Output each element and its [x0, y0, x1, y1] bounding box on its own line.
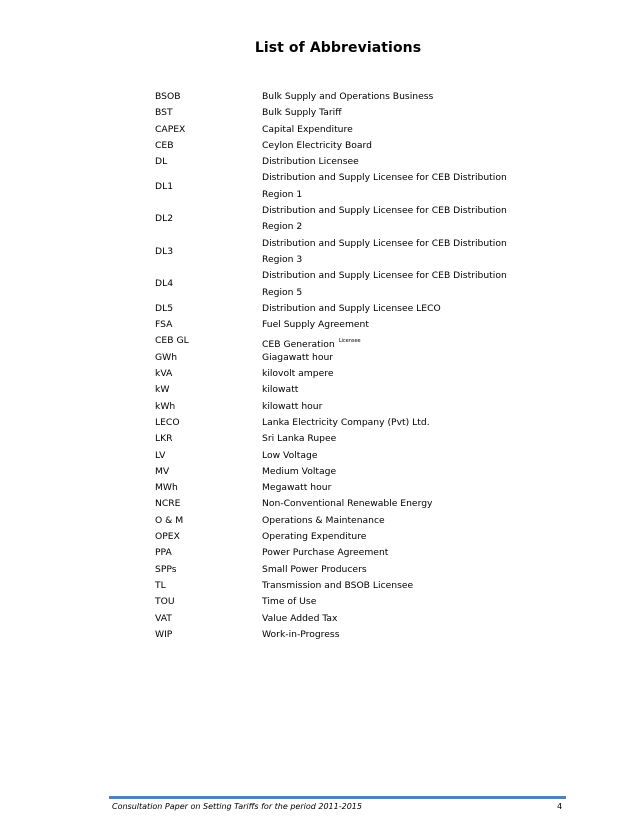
abbreviation-row	[155, 317, 515, 333]
abbreviation-definition	[262, 399, 522, 415]
abbreviation-row	[155, 154, 515, 170]
definition-text: Distribution and Supply Licensee for CEB Distribution Region 1	[262, 172, 507, 200]
abbreviation-row	[155, 562, 515, 578]
page-title: List of Abbreviations	[254, 40, 422, 56]
definition-text: Work-in-Progress	[262, 628, 340, 640]
abbreviation-row	[155, 578, 515, 594]
abbreviation-term: TOU	[155, 596, 175, 608]
abbreviation-row	[155, 513, 515, 529]
definition-text: Sri Lanka Rupee	[262, 433, 337, 445]
definition-text: Distribution Licensee	[262, 156, 359, 168]
footer-rule	[109, 796, 566, 799]
abbreviation-term: DL2	[155, 213, 174, 225]
abbreviation-definition	[262, 170, 522, 203]
abbreviation-definition	[262, 154, 522, 170]
abbreviation-row	[155, 611, 515, 627]
abbreviation-term: kWh	[155, 400, 176, 412]
definition-text: Transmission and BSOB Licensee	[262, 579, 414, 591]
abbreviation-definition	[262, 611, 522, 627]
definition-text: Giagawatt hour	[262, 351, 334, 363]
abbreviation-row	[155, 545, 515, 561]
abbreviation-term: BST	[155, 107, 173, 119]
definition-text: Bulk Supply and Operations Business	[262, 91, 434, 102]
definition-text: kilowatt	[262, 384, 299, 396]
definition-text: Non-Conventional Renewable Energy	[262, 498, 433, 510]
abbreviation-definition	[262, 496, 522, 512]
abbreviation-term: FSA	[155, 319, 173, 331]
abbreviation-term: MWh	[155, 482, 178, 494]
abbreviation-term: kW	[155, 384, 170, 396]
abbreviation-term: GWh	[155, 351, 178, 363]
abbreviation-row	[155, 594, 515, 610]
abbreviation-row	[155, 122, 515, 138]
abbreviation-definition	[262, 415, 522, 431]
abbreviation-term: CEB GL	[155, 335, 189, 347]
abbreviation-row	[155, 301, 515, 317]
abbreviation-term: kVA	[155, 368, 173, 380]
abbreviation-term: PPA	[155, 547, 172, 559]
abbreviation-row	[155, 89, 515, 105]
abbreviation-term: CAPEX	[155, 123, 186, 135]
abbreviation-row	[155, 105, 515, 121]
abbreviation-definition	[262, 89, 522, 105]
abbreviation-row	[155, 431, 515, 447]
definition-text: Bulk Supply Tariff	[262, 107, 342, 119]
abbreviation-definition	[262, 317, 522, 333]
abbreviation-definition	[262, 594, 522, 610]
abbreviation-term: LV	[155, 449, 166, 461]
definition-text: kilovolt ampere	[262, 368, 334, 380]
definition-text: Power Purchase Agreement	[262, 547, 389, 559]
abbreviation-definition	[262, 431, 522, 447]
abbreviation-term: NCRE	[155, 498, 181, 510]
definition-text: kilowatt hour	[262, 400, 323, 412]
definition-text: Distribution and Supply Licensee LECO	[262, 302, 441, 314]
abbreviation-definition	[262, 529, 522, 545]
abbreviation-definition	[262, 301, 522, 317]
abbreviation-definition	[262, 464, 522, 480]
abbreviation-term: SPPs	[155, 563, 177, 575]
definition-text: Lanka Electricity Company (Pvt) Ltd.	[262, 416, 430, 428]
abbreviation-definition	[262, 105, 522, 121]
abbreviation-row	[155, 138, 515, 154]
abbreviation-definition	[262, 578, 522, 594]
definition-text: Ceylon Electricity Board	[262, 139, 372, 151]
abbreviation-definition	[262, 203, 522, 236]
definition-text: Fuel Supply Agreement	[262, 319, 369, 331]
abbreviation-term: BSOB	[155, 91, 181, 102]
abbreviation-row	[155, 268, 515, 301]
abbreviation-row	[155, 496, 515, 512]
abbreviations-list	[155, 89, 515, 643]
abbreviation-definition	[262, 236, 522, 269]
definition-text: Time of Use	[262, 596, 317, 608]
abbreviation-term: TL	[155, 579, 166, 591]
abbreviation-definition	[262, 627, 522, 643]
abbreviation-definition	[262, 122, 522, 138]
footer-text: Consultation Paper on Setting Tariffs for the period 2011-2015	[112, 802, 362, 811]
abbreviation-row	[155, 170, 515, 203]
abbreviation-term: OPEX	[155, 531, 180, 543]
abbreviation-row	[155, 529, 515, 545]
definition-text: Capital Expenditure	[262, 123, 353, 135]
definition-text: Low Voltage	[262, 449, 318, 461]
definition-text: Distribution and Supply Licensee for CEB Distribution Region 3	[262, 237, 507, 265]
abbreviation-row	[155, 480, 515, 496]
abbreviation-row	[155, 464, 515, 480]
abbreviation-term: LECO	[155, 416, 180, 428]
abbreviation-row	[155, 203, 515, 236]
page-number: 4	[557, 802, 563, 811]
abbreviation-definition	[262, 138, 522, 154]
abbreviation-row	[155, 627, 515, 643]
abbreviation-term: LKR	[155, 433, 173, 445]
definition-text: Medium Voltage	[262, 465, 337, 477]
abbreviation-term: DL1	[155, 180, 174, 192]
definition-text: Distribution and Supply Licensee for CEB Distribution Region 5	[262, 270, 507, 298]
abbreviation-term: CEB	[155, 139, 174, 151]
abbreviation-definition	[262, 382, 522, 398]
definition-text: Value Added Tax	[262, 612, 338, 624]
abbreviation-definition	[262, 268, 522, 301]
abbreviation-row	[155, 236, 515, 269]
abbreviation-term: O & M	[155, 514, 184, 526]
abbreviation-row	[155, 366, 515, 382]
definition-text: Operating Expenditure	[262, 531, 367, 543]
abbreviation-term: MV	[155, 465, 170, 477]
abbreviation-row	[155, 382, 515, 398]
abbreviation-term: VAT	[155, 612, 172, 624]
abbreviation-term: DL4	[155, 278, 174, 290]
abbreviation-term: DL3	[155, 245, 174, 257]
definition-text: Operations & Maintenance	[262, 514, 385, 526]
abbreviation-term: DL5	[155, 302, 174, 314]
definition-text: Distribution and Supply Licensee for CEB Distribution Region 2	[262, 205, 507, 233]
abbreviation-row	[155, 350, 515, 366]
abbreviation-definition	[262, 350, 522, 366]
abbreviation-row	[155, 415, 515, 431]
abbreviation-row	[155, 448, 515, 464]
abbreviation-definition	[262, 562, 522, 578]
definition-superscript: Licensee	[338, 338, 361, 345]
abbreviation-definition	[262, 513, 522, 529]
abbreviation-definition	[262, 366, 522, 382]
abbreviation-row	[155, 399, 515, 415]
abbreviation-definition	[262, 480, 522, 496]
definition-text: Small Power Producers	[262, 563, 367, 575]
abbreviation-term: WIP	[155, 628, 173, 640]
abbreviation-definition	[262, 448, 522, 464]
abbreviation-term: DL	[155, 156, 168, 168]
abbreviation-row	[155, 333, 515, 349]
definition-text: CEB Generation	[262, 339, 335, 351]
definition-text: Megawatt hour	[262, 482, 332, 494]
abbreviation-definition	[262, 545, 522, 561]
